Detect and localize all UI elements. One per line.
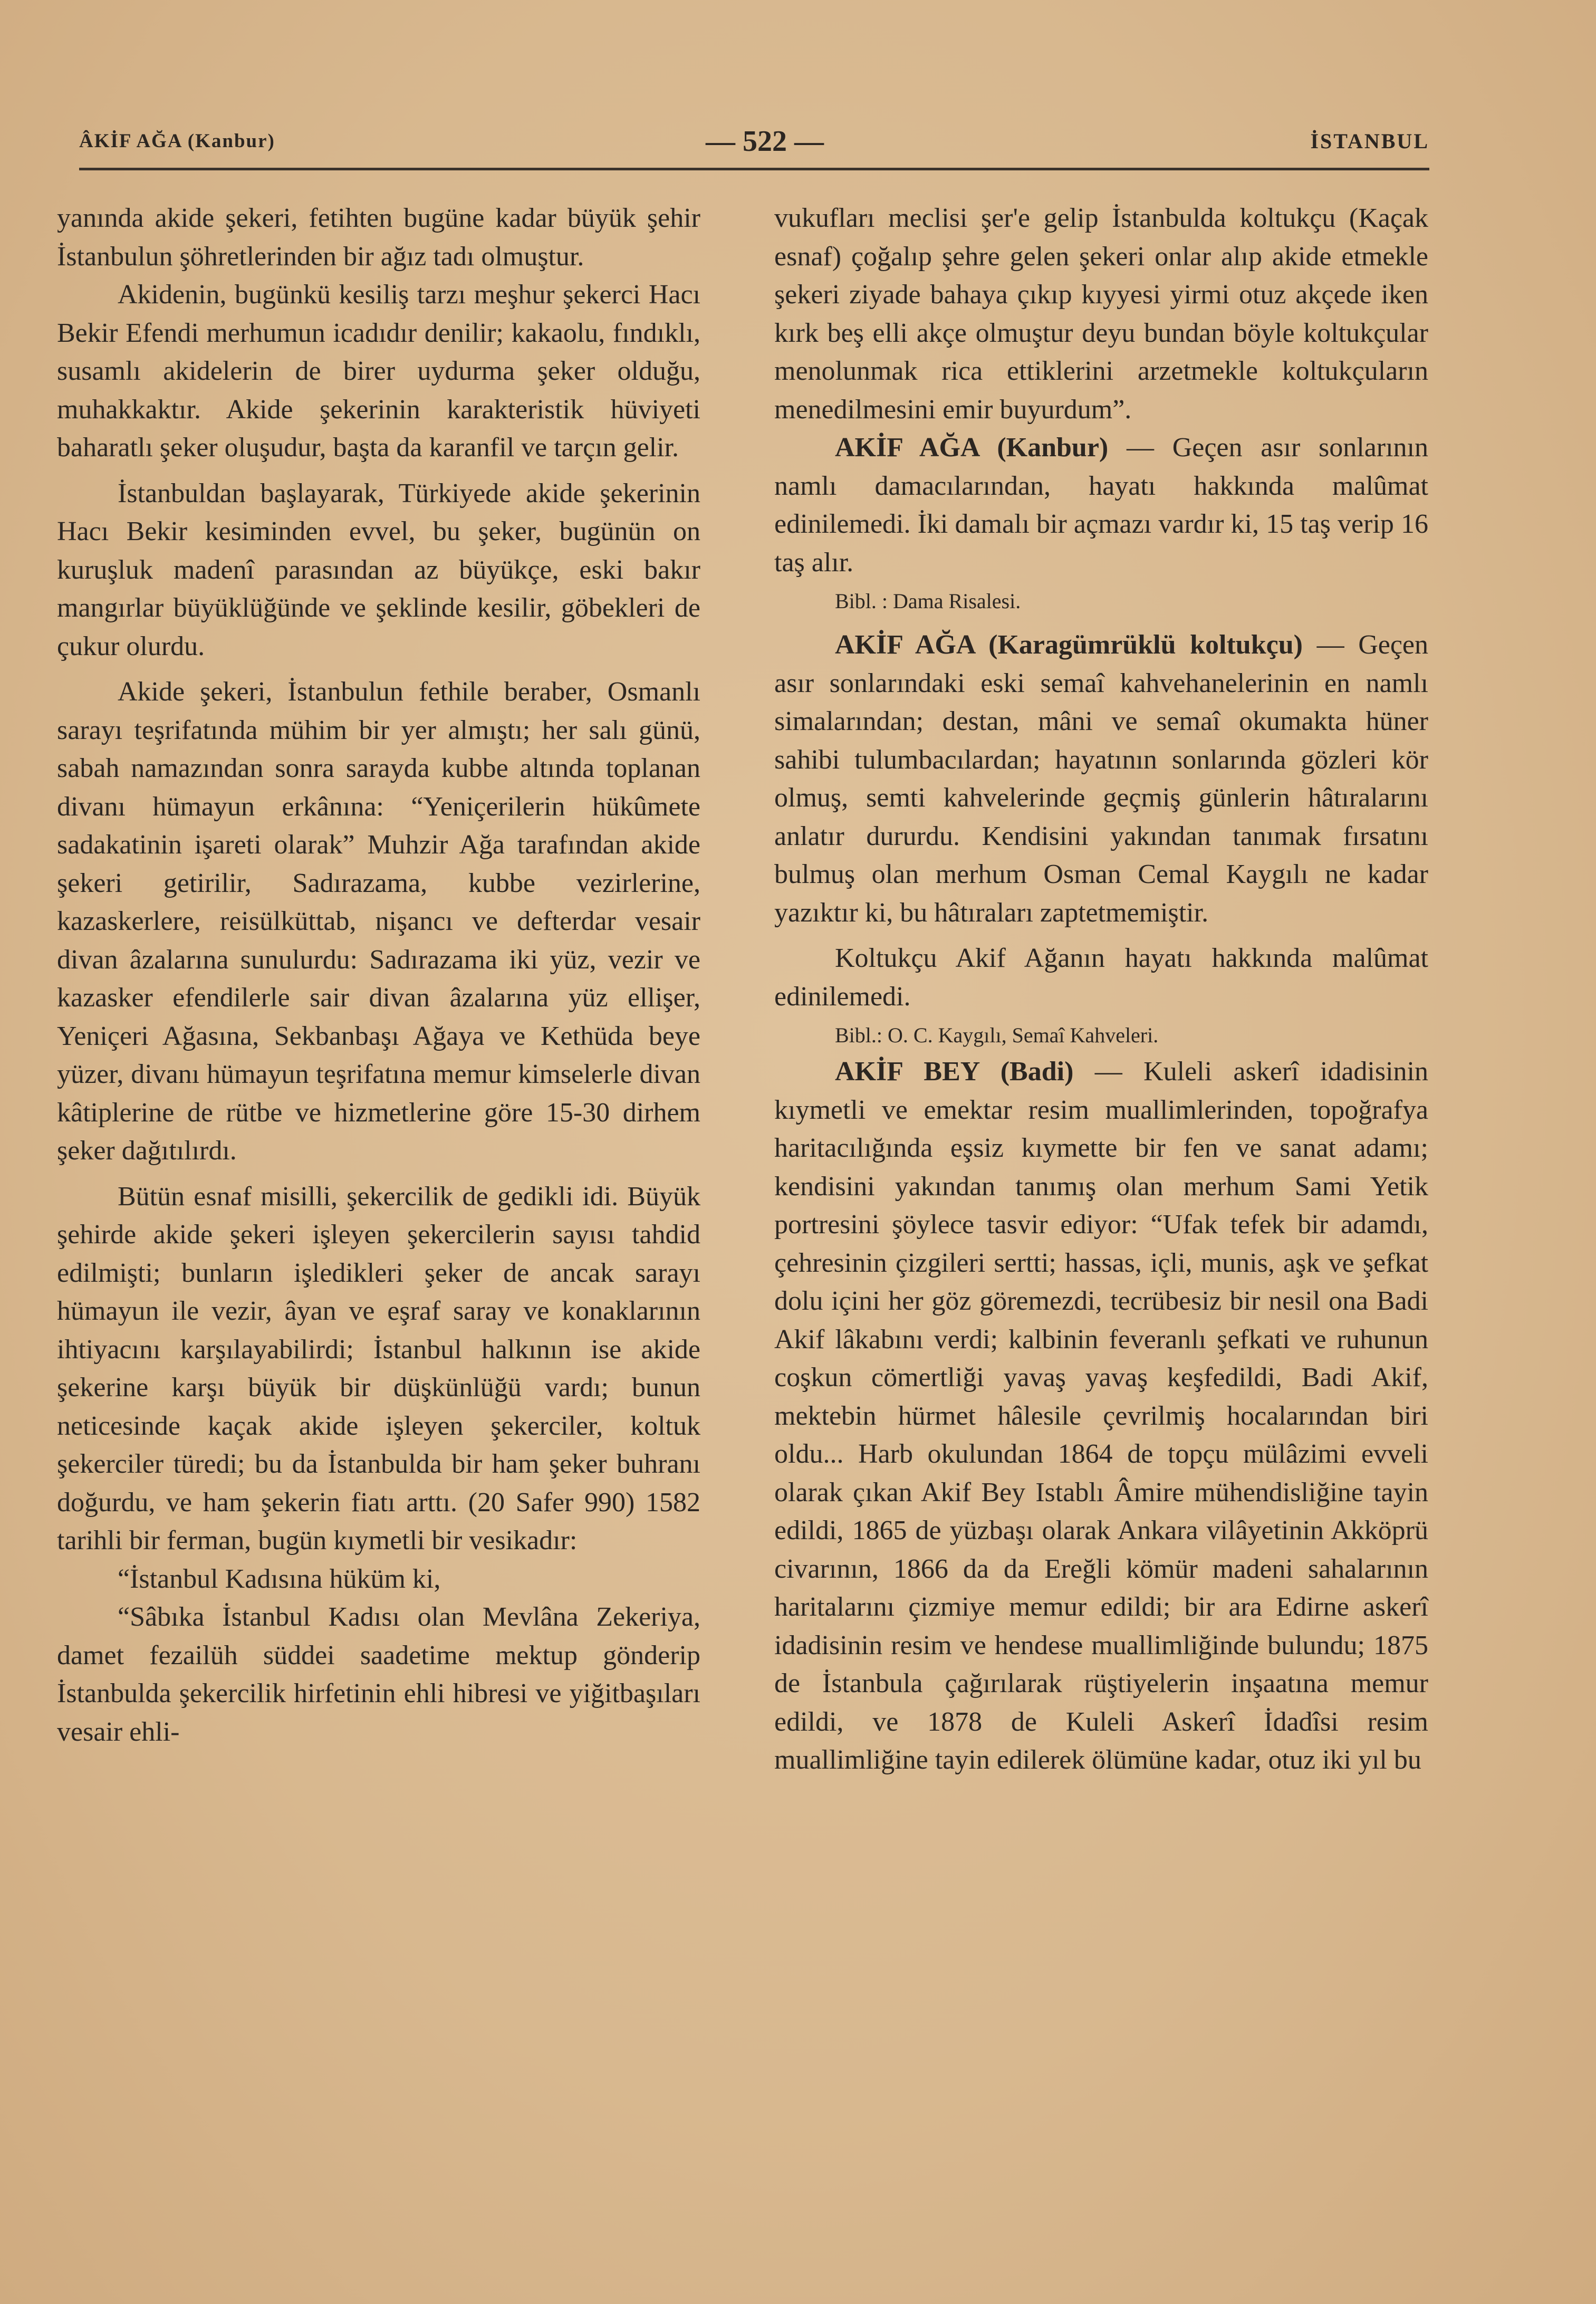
entry-akif-aga-kanbur xyxy=(774,429,1428,582)
paragraph: Akidenin, bugünkü kesiliş tarzı meşhur şekerci Hacı Bekir Efendi merhumun icadıdır denilir; kakaolu, fındıklı, susamlı akidelerin de birer uydurma şeker olduğu, muhakkaktır. Akide şekerinin karakteristik hüviyeti baharatlı şeker oluşudur, başta da karanfil ve tarçın gelir. xyxy=(57,280,700,463)
header-rule xyxy=(79,168,1429,170)
bibliography: Bibl.: O. C. Kaygılı, Semaî Kahveleri. xyxy=(835,1023,1159,1047)
entry-text: — Geçen asır sonlarındaki eski semaî kahvehanelerinin en namlı simalarından; destan, mâni ve semaî okumakta hüner sahibi tulumbacılardan; hayatının sonlarında gözleri kör olmuş, semti kahvelerinde geçmiş günlerin hâtıralarını anlatır dururdu. Kendisini yakından tanımak fırsatını bulmuş olan merhum Osman Cemal Kaygılı ne kadar yazıktır ki, bu hâtıraları zaptetmemiştir. xyxy=(774,630,1429,928)
paragraph: İstanbuldan başlayarak, Türkiyede akide şekerinin Hacı Bekir kesiminden evvel, bu şeker, bugünün on kuruşluk madenî parasından az büyükçe, eski bakır mangırlar büyüklüğünde ve şeklinde kesilir, göbekleri de çukur olurdu. xyxy=(57,478,700,661)
entry-heading: AKİF AĞA (Karagümrüklü koltukçu) xyxy=(835,630,1303,660)
entry-akif-aga-karagumruklu xyxy=(774,626,1428,932)
paragraph: yanında akide şekeri, fetihten bugüne kadar büyük şehir İstanbulun şöhretlerinden bir ağız tadı olmuştur. xyxy=(57,203,700,272)
left-column xyxy=(57,199,700,1751)
paragraph: Akide şekeri, İstanbulun fethile beraber, Osmanlı sarayı teşrifatında mühim bir yer almıştı; her salı günü, sabah namazından sonra sarayda kubbe altında toplanan divanı hümayun erkânına: “Yeniçerilerin hükûmete sadakatinin işareti olarak” Muhzir Ağa tarafından akide şekeri getirilir, Sadırazama, kubbe vezirlerine, kazaskerlere, reisülküttab, nişancı ve defterdar vesair divan âzalarına sunulurdu: Sadırazama iki yüz, vezir ve kazasker efendilerle sair divan âzalarına yüz ellişer, Yeniçeri Ağasına, Sekbanbaşı Ağaya ve Kethüda beye yüzer, divanı hümayun teşrifatına memur kimselerle divan kâtiplerine de rütbe ve hizmetlerine göre 15-30 dirhem şeker dağıtılırdı. xyxy=(57,677,700,1166)
entry-heading: AKİF AĞA (Kanbur) xyxy=(835,433,1109,463)
paragraph: vukufları meclisi şer'e gelip İstanbulda koltukçu (Kaçak esnaf) çoğalıp şehre gelen şekeri onlar alıp akide etmekle şekeri ziyade bahaya çıkıp kıyyesi yirmi otuz akçede iken kırk beş elli akçe olmuştur deyu bundan böyle koltukçular menolunmak rica ettiklerini arzetmekle koltukçuların menedilmesini emir buyurdum”. xyxy=(774,203,1428,425)
bibliography: Bibl. : Dama Risalesi. xyxy=(835,589,1021,613)
paragraph: Bütün esnaf misilli, şekercilik de gedikli idi. Büyük şehirde akide şekeri işleyen şekercilerin sayısı tahdid edilmişti; bunların işledikleri şeker de ancak sarayı hümayun ile vezir, âyan ve eşraf saray ve konaklarının ihtiyacını karşılayabilirdi; İstanbul halkının ise akide şekerine karşı büyük bir düşkünlüğü vardı; bunun neticesinde kaçak akide işleyen şekerciler, koltuk şekerciler türedi; bu da İstanbulda bir ham şeker buhranı doğurdu, ve ham şekerin fiatı arttı. (20 Safer 990) 1582 tarihli bir ferman, bugün kıymetli bir vesikadır: xyxy=(57,1181,700,1556)
page-header xyxy=(79,124,1429,167)
running-head-right: İSTANBUL xyxy=(1310,129,1429,153)
entry-text: — Geçen asır sonlarının namlı damacılarından, hayatı hakkında malûmat edinilemedi. İki damalı bir açmazı vardır ki, 15 taş verip 16 taş alır. xyxy=(774,433,1428,578)
entry-akif-bey-badi xyxy=(774,1053,1428,1780)
running-head-left: ÂKİF AĞA (Kanbur) xyxy=(79,130,275,152)
entry-heading: AKİF BEY (Badi) xyxy=(835,1057,1074,1087)
paragraph: Koltukçu Akif Ağanın hayatı hakkında malûmat edinilemedi. xyxy=(774,943,1428,1012)
quote-line: “İstanbul Kadısına hüküm ki, xyxy=(118,1563,441,1594)
right-column xyxy=(774,199,1428,1780)
entry-text: — Kuleli askerî idadisinin kıymetli ve emektar resim muallimlerinden, topoğrafya haritacılığında eşsiz kıymette bir fen ve sanat adamı; kendisini yakından tanımış olan merhum Sami Yetik portresini şöylece tasvir ediyor: “Ufak tefek bir adamdı, çehresinin çizgileri sertti; hassas, içli, munis, aşk ve şefkat dolu içini her göz göremezdi, tecrübesiz bir nesil ona Badi Akif lâkabını verdi; kalbinin feveranlı şefkati ve ruhunun coşkun cömertliği yavaş yavaş keşfedildi, Badi Akif, mektebin hürmet hâlesile çevrilmiş hocalarından biri oldu... Harb okulundan 1864 de topçu mülâzimi evveli olarak çıkan Akif Bey Istablı Âmire mühendisliğine tayin edildi, 1865 de yüzbaşı olarak Ankara vilâyetinin Akköprü civarının, 1866 da da Ereğli kömür madeni sahalarının haritalarını çizmiye memur edildi; bir ara Edirne askerî idadisinin resim ve hendese muallimliğinde bulundu; 1875 de İstanbula çağırılarak rüştiyelerin inşaatına memur edildi, ve 1878 de Kuleli Askerî İdadîsi resim muallimliğine tayin edilerek ölümüne kadar, otuz iki yıl bu xyxy=(774,1057,1428,1775)
quote-paragraph: “Sâbıka İstanbul Kadısı olan Mevlâna Zekeriya, damet fezailüh süddei saadetime mektup gönderip İstanbulda şekercilik hirfetinin ehli hibresi ve yiğitbaşıları vesair ehli- xyxy=(57,1602,700,1747)
page-number: — 522 — xyxy=(706,125,824,158)
